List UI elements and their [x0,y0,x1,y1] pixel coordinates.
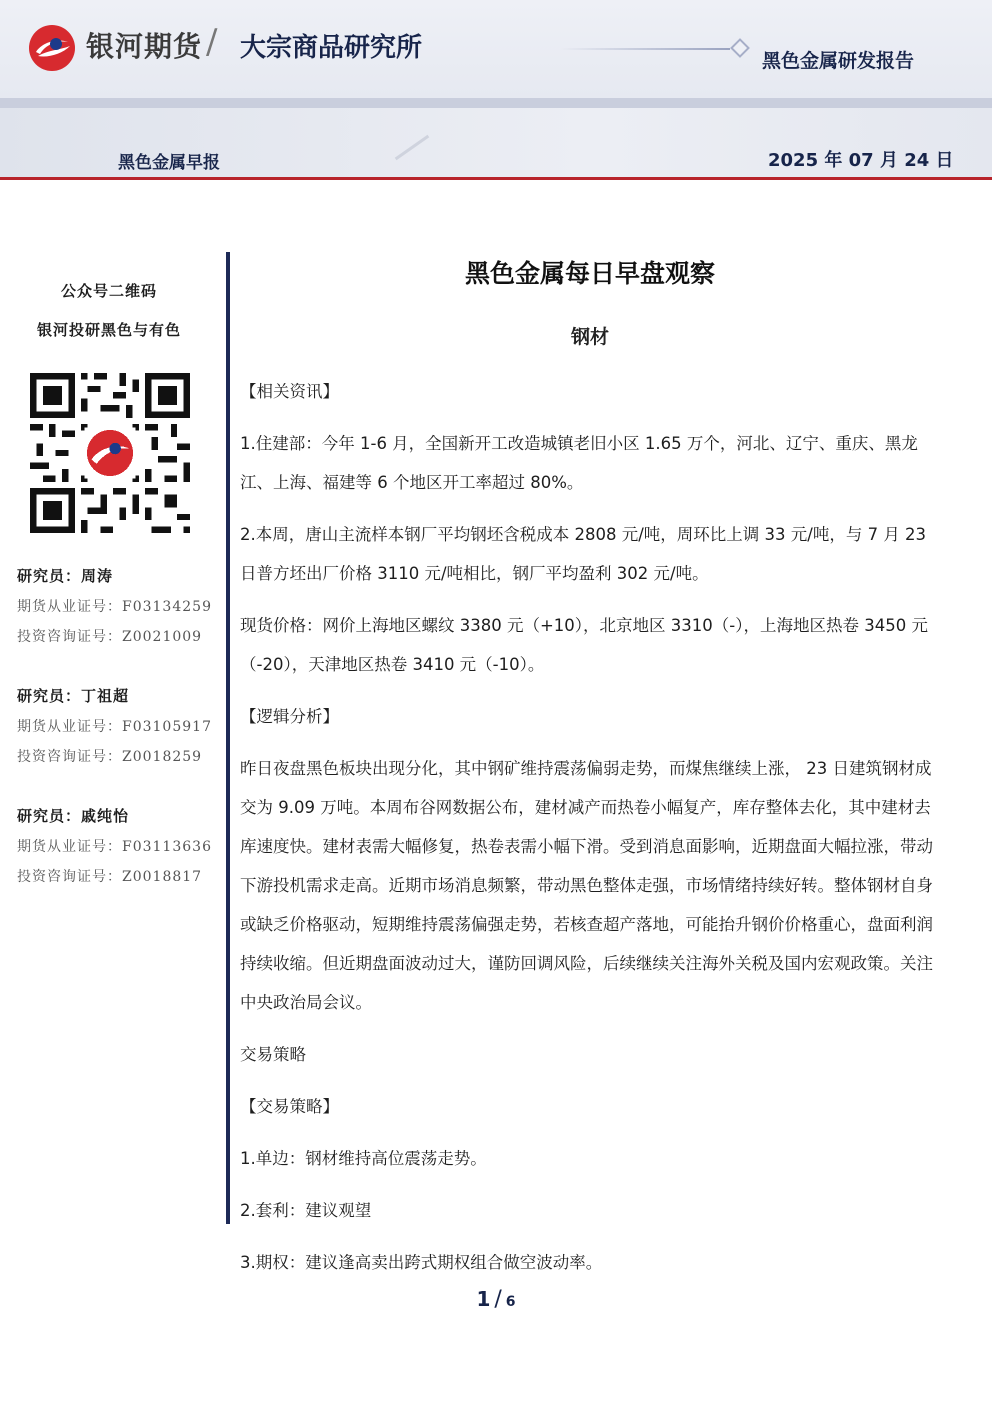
brand-name: 银河期货 [86,30,203,63]
section-heading-logic: 【逻辑分析】 [240,707,339,726]
spot-price-text: 现货价格：网价上海地区螺纹 3380 元（+10），北京地区 3310（-），上海地区热卷 3450 元（-20），天津地区热卷 3410 元（-10）。 [240,616,928,674]
strategy-item-1: 1.单边：钢材维持高位震荡走势。 [240,1149,487,1168]
analyst-futures-cert: 期货从业证号：F03105917 [17,719,212,735]
analyst-futures-cert: 期货从业证号：F03113636 [17,839,212,855]
total-pages: 6 [505,1294,516,1310]
document-title: 黑色金属每日早盘观察 [464,259,715,288]
logic-analysis-text: 昨日夜盘黑色板块出现分化，其中钢矿维持震荡偏弱走势，而煤焦继续上涨， 23 日建筑钢材成交为 9.09 万吨。本周布谷网数据公布，建材减产而热卷小幅复产，库存整体去化，其中建材去库速度快。建材表需大幅修复，热卷表需小幅下滑。受到消息面影响，近期盘面大幅拉涨，带动下游投机需求走高。近期市场消息频繁，带动黑色整体走强，市场情绪持续好转。整体钢材自身或缺乏价格驱动，短期维持震荡偏强走势，若核查超产落地，可能抬升钢价价格重心，盘面利润持续收缩。但近期盘面波动过大，谨防回调风险，后续继续关注海外关税及国内宏观政策。关注中央政治局会议。 [240,759,933,1012]
page-number [0,1287,992,1312]
report-series: 黑色金属早报 [118,153,220,173]
header-separator: / [206,22,218,62]
analyst-name: 研究员：丁祖超 [17,687,130,705]
qr-account-name: 银河投研黑色与有色 [36,321,181,339]
analyst-consult-cert: 投资咨询证号：Z0021009 [17,629,203,645]
analyst-futures-cert: 期货从业证号：F03134259 [17,599,212,615]
document-subtitle: 钢材 [570,326,609,348]
current-page: 1 [476,1287,491,1311]
report-type: 黑色金属研发报告 [762,50,915,72]
header-band [0,98,992,108]
strategy-heading: 交易策略 [240,1045,306,1064]
report-date: 2025 年 07 月 24 日 [768,150,954,171]
analyst-consult-cert: 投资咨询证号：Z0018259 [17,749,203,765]
header-deco-line [560,48,730,50]
section-heading-strategy: 【交易策略】 [240,1097,339,1116]
qr-code-icon [30,373,190,533]
institute-name: 大宗商品研究所 [240,33,423,63]
analyst-name: 研究员：周涛 [17,567,114,585]
strategy-item-2: 2.套利：建议观望 [240,1201,372,1220]
sidebar-divider [226,252,230,1224]
news-item-2: 2.本周，唐山主流样本钢厂平均钢坯含税成本 2808 元/吨，周环比上调 33 元/吨，与 7 月 23 日普方坯出厂价格 3110 元/吨相比，钢厂平均盈利 302 元/吨。 [240,525,927,583]
header-divider [0,177,992,180]
analyst-name: 研究员：戚纯怡 [17,807,130,825]
galaxy-futures-logo-icon [28,24,76,72]
analyst-consult-cert: 投资咨询证号：Z0018817 [17,869,203,885]
strategy-item-3: 3.期权：建议逢高卖出跨式期权组合做空波动率。 [240,1253,603,1272]
qr-title: 公众号二维码 [60,282,157,300]
section-heading-news: 【相关资讯】 [240,382,339,401]
page-separator: / [494,1287,502,1312]
news-item-1: 1.住建部：今年 1-6 月，全国新开工改造城镇老旧小区 1.65 万个，河北、辽宁、重庆、黑龙江、上海、福建等 6 个地区开工率超过 80%。 [240,434,918,492]
